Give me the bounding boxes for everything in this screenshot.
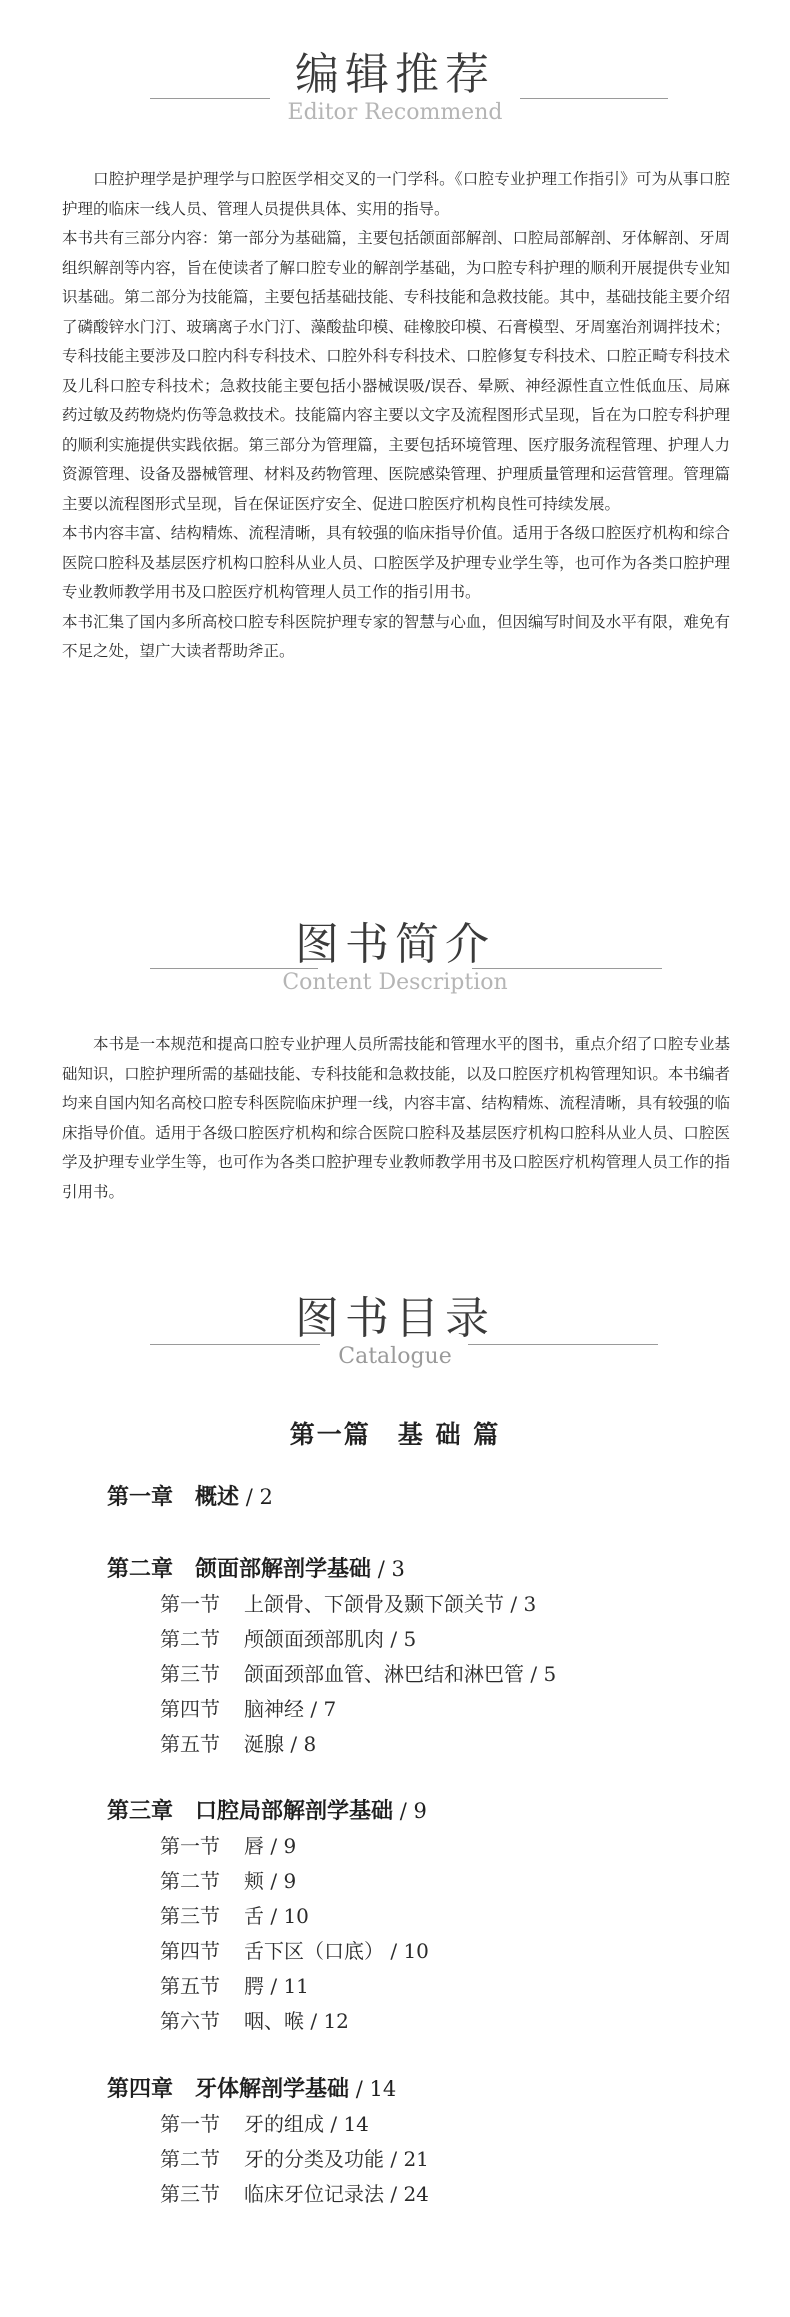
section-title: 上颌骨、下颌骨及颞下颌关节 (244, 1592, 504, 1616)
section-title: 腭 (244, 1974, 264, 1998)
section-title: 咽、喉 (244, 2009, 304, 2033)
chapter-title: 牙体解剖学基础 (195, 2077, 350, 2102)
section-number: 第五节 (160, 1974, 220, 1998)
section-title: 颅颌面颈部肌肉 (244, 1627, 384, 1651)
section-number: 第二节 (160, 1627, 220, 1651)
chapter-page: / 9 (393, 1799, 427, 1823)
toc-section[interactable] (160, 2108, 369, 2137)
toc-section[interactable] (160, 1623, 416, 1652)
section-page: / 14 (324, 2112, 369, 2136)
chapter-number: 第四章 (107, 2077, 174, 2102)
section-number: 第二节 (160, 2147, 220, 2171)
paragraph: 本书汇集了国内多所高校口腔专科医院护理专家的智慧与心血，但因编写时间及水平有限，难免有不足之处，望广大读者帮助斧正。 (62, 612, 730, 660)
section-title: 舌 (244, 1904, 264, 1928)
section-title: 舌下区（口底） (244, 1939, 384, 1963)
section-number: 第一节 (160, 2112, 220, 2136)
section-number: 第三节 (160, 2182, 220, 2206)
chapter-title: 颌面部解剖学基础 (195, 1557, 372, 1582)
catalogue-header (0, 1292, 790, 1382)
toc-chapter[interactable] (107, 2072, 396, 2103)
section-subtitle: Editor Recommend (287, 100, 503, 125)
section-page: / 10 (264, 1904, 309, 1928)
section-page: / 3 (504, 1592, 537, 1616)
editor-recommend-header (0, 48, 790, 138)
section-number: 第五节 (160, 1732, 220, 1756)
section-title: 临床牙位记录法 (244, 2182, 384, 2206)
section-page: / 10 (384, 1939, 429, 1963)
content-description-text (62, 1030, 730, 1207)
section-page: / 12 (304, 2009, 349, 2033)
section-number: 第六节 (160, 2009, 220, 2033)
chapter-title: 概述 (195, 1485, 240, 1510)
toc-section[interactable] (160, 2178, 429, 2207)
paragraph: 本书是一本规范和提高口腔专业护理人员所需技能和管理水平的图书，重点介绍了口腔专业基础知识，口腔护理所需的基础技能、专科技能和急救技能，以及口腔医疗机构管理知识。本书编者均来自国内知名高校口腔专科医院临床护理一线，内容丰富、结构精炼、流程清晰，具有较强的临床指导价值。适用于各级口腔医疗机构和综合医院口腔科及基层医疗机构口腔科从业人员、口腔医学及护理专业学生等，也可作为各类口腔护理专业教师教学用书及口腔医疗机构管理人员工作的指引用书。 (62, 1035, 730, 1201)
section-title: 图书目录 (295, 1293, 495, 1344)
paragraph: 本书共有三部分内容：第一部分为基础篇，主要包括颌面部解剖、口腔局部解剖、牙体解剖、牙周组织解剖等内容，旨在使读者了解口腔专业的解剖学基础，为口腔专科护理的顺利开展提供专业知识基础。第二部分为技能篇，主要包括基础技能、专科技能和急救技能。其中，基础技能主要介绍了磷酸锌水门汀、玻璃离子水门汀、藻酸盐印模、硅橡胶印模、石膏模型、牙周塞治剂调拌技术；专科技能主要涉及口腔内科专科技术、口腔外科专科技术、口腔修复专科技术、口腔正畸专科技术及儿科口腔专科技术；急救技能主要包括小器械误吸/误吞、晕厥、神经源性直立性低血压、局麻药过敏及药物烧灼伤等急救技术。技能篇内容主要以文字及流程图形式呈现，旨在为口腔专科护理的顺利实施提供实践依据。第三部分为管理篇，主要包括环境管理、医疗服务流程管理、护理人力资源管理、设备及器械管理、材料及药物管理、医院感染管理、护理质量管理和运营管理。管理篇主要以流程图形式呈现，旨在保证医疗安全、促进口腔医疗机构良性可持续发展。 (62, 229, 730, 513)
toc-section[interactable] (160, 1658, 556, 1687)
section-page: / 7 (304, 1697, 337, 1721)
section-subtitle: Content Description (282, 970, 508, 995)
section-title: 编辑推荐 (295, 49, 495, 100)
chapter-page: / 3 (371, 1557, 405, 1581)
toc-section[interactable] (160, 2005, 349, 2034)
chapter-number: 第三章 (107, 1799, 174, 1824)
toc-section[interactable] (160, 1588, 536, 1617)
chapter-number: 第一章 (107, 1485, 174, 1510)
content-description-header (0, 918, 790, 1008)
section-title: 牙的组成 (244, 2112, 324, 2136)
section-title: 颊 (244, 1869, 264, 1893)
section-title: 牙的分类及功能 (244, 2147, 384, 2171)
section-page: / 21 (384, 2147, 429, 2171)
section-number: 第三节 (160, 1904, 220, 1928)
chapter-title: 口腔局部解剖学基础 (195, 1799, 394, 1824)
section-page: / 24 (384, 2182, 429, 2206)
toc-chapter[interactable] (107, 1552, 405, 1583)
section-number: 第三节 (160, 1662, 220, 1686)
toc-section[interactable] (160, 2143, 429, 2172)
section-number: 第四节 (160, 1939, 220, 1963)
toc-section[interactable] (160, 1865, 296, 1894)
section-number: 第四节 (160, 1697, 220, 1721)
editor-recommend-text (62, 165, 730, 667)
toc-chapter[interactable] (107, 1480, 273, 1511)
section-subtitle: Catalogue (338, 1344, 452, 1369)
section-title: 涎腺 (244, 1732, 284, 1756)
paragraph: 本书内容丰富、结构精炼、流程清晰，具有较强的临床指导价值。适用于各级口腔医疗机构和综合医院口腔科及基层医疗机构口腔科从业人员、口腔医学及护理专业学生等，也可作为各类口腔护理专业教师教学用书及口腔医疗机构管理人员工作的指引用书。 (62, 524, 730, 601)
section-page: / 8 (284, 1732, 317, 1756)
chapter-page: / 14 (349, 2077, 397, 2101)
toc-section[interactable] (160, 1935, 429, 1964)
chapter-number: 第二章 (107, 1557, 174, 1582)
section-title: 颌面颈部血管、淋巴结和淋巴管 (244, 1662, 524, 1686)
toc-section[interactable] (160, 1970, 309, 1999)
paragraph: 口腔护理学是护理学与口腔医学相交叉的一门学科。《口腔专业护理工作指引》可为从事口腔护理的临床一线人员、管理人员提供具体、实用的指导。 (62, 170, 730, 218)
toc-section[interactable] (160, 1728, 316, 1757)
toc-section[interactable] (160, 1693, 336, 1722)
section-number: 第二节 (160, 1869, 220, 1893)
section-page: / 9 (264, 1869, 297, 1893)
section-title: 图书简介 (295, 919, 495, 970)
toc-section[interactable] (160, 1900, 309, 1929)
section-page: / 5 (524, 1662, 557, 1686)
section-number: 第一节 (160, 1592, 220, 1616)
section-title: 脑神经 (244, 1697, 304, 1721)
section-page: / 5 (384, 1627, 417, 1651)
chapter-page: / 2 (239, 1485, 273, 1509)
toc-section[interactable] (160, 1830, 296, 1859)
part-title: 第一篇 基 础 篇 (289, 1420, 501, 1449)
section-title: 唇 (244, 1834, 264, 1858)
toc-chapter[interactable] (107, 1794, 427, 1825)
section-page: / 11 (264, 1974, 309, 1998)
section-number: 第一节 (160, 1834, 220, 1858)
section-page: / 9 (264, 1834, 297, 1858)
